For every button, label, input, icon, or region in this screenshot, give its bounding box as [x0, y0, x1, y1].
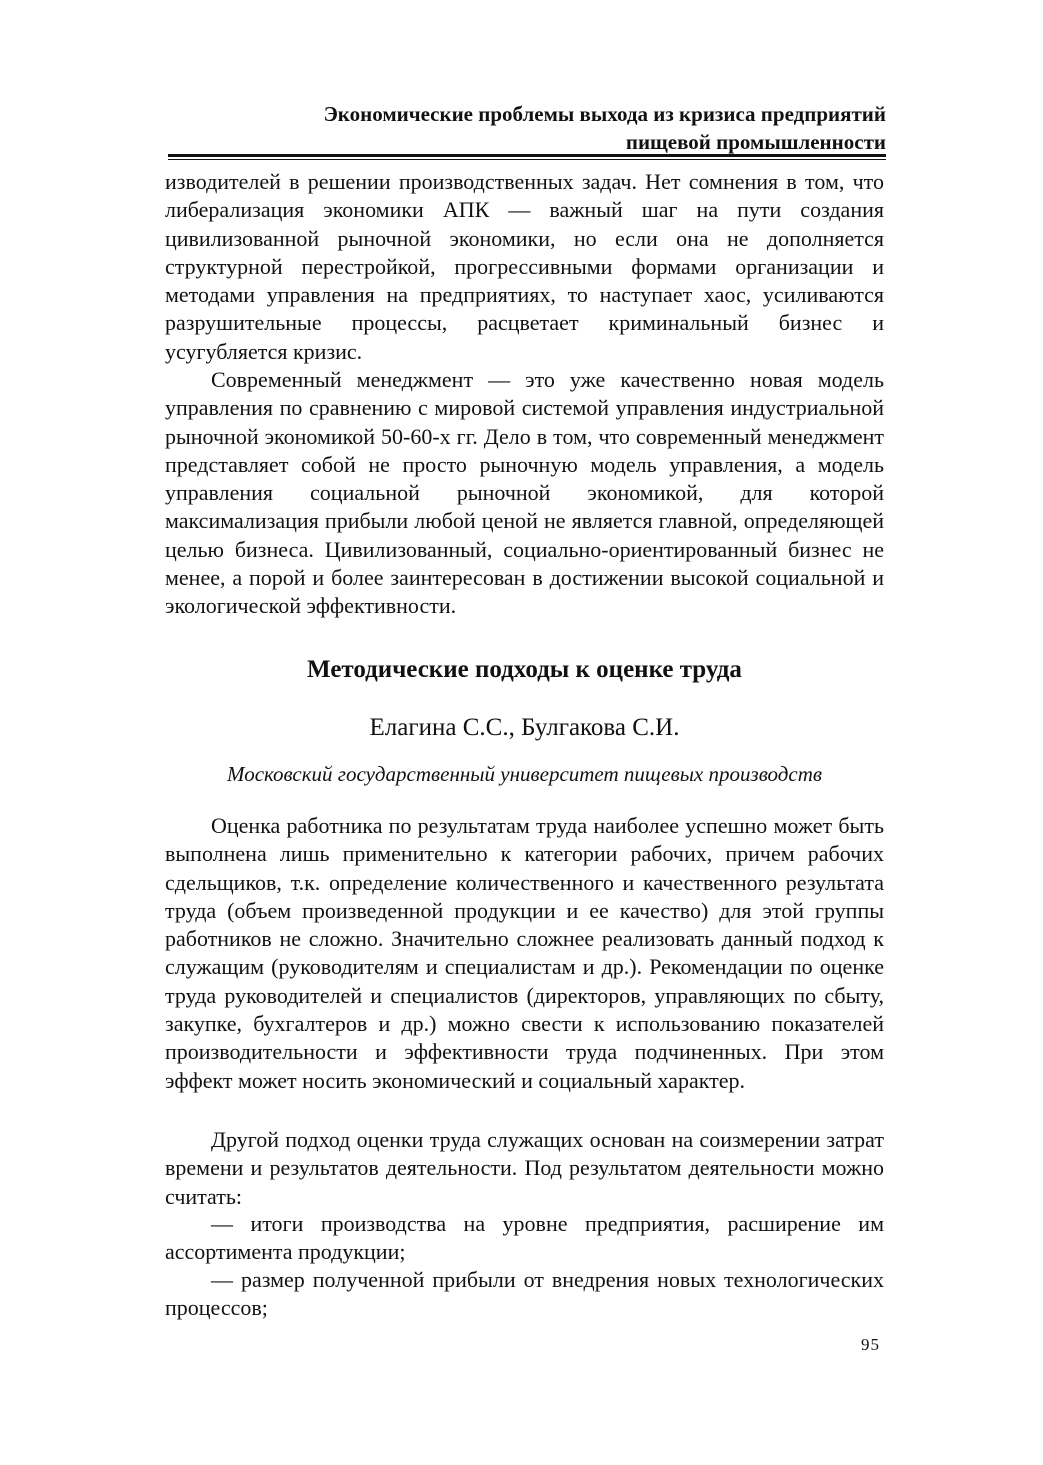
article-paragraph-2: Другой подход оценки труда служащих основан на соизмерении затрат времени и результатов деятельности. Под результатом деятельности можно считать:: [165, 1127, 884, 1209]
article-authors: Елагина С.С., Булгакова С.И.: [369, 714, 680, 741]
list-item-2: — размер полученной прибыли от внедрения новых технологических процессов;: [165, 1267, 884, 1321]
management-paragraph: Современный менеджмент — это уже качественно новая модель управления по сравнению с мировой системой управления индустриальной рыночной экономикой 50-60-х гг. Дело в том, что современный менеджмент представляет собой не просто рыночную модель управления, а модель управления социальной рыночной экономикой, для которой максимализация прибыли любой ценой не является главной, определяющей целью бизнеса. Цивилизованный, социально-ориентированный бизнес не менее, а порой и более заинтересован в достижении высокой социальной и экологической эффективности.: [165, 367, 884, 619]
management-paragraph-block: [165, 366, 884, 621]
article-affiliation: Московский государственный университет пищевых производств: [227, 762, 822, 786]
list-item-2-block: [165, 1266, 884, 1323]
list-item-1: — итоги производства на уровне предприятия, расширение им ассортимента продукции;: [165, 1211, 884, 1265]
list-item-1-block: [165, 1210, 884, 1267]
article-title: Методические подходы к оценке труда: [307, 656, 742, 683]
article-paragraph-2-block: [165, 1126, 884, 1211]
continued-paragraph: изводителей в решении производственных задач. Нет сомнения в том, что либерализация экономики АПК — важный шаг на пути создания цивилизованной рыночной экономики, но если она не дополняется структурной перестройкой, прогрессивными формами организации и методами управления на предприятиях, то наступает хаос, усиливаются разрушительные процессы, расцветает криминальный бизнес и усугубляется кризис.: [165, 169, 884, 364]
article-paragraph-1: Оценка работника по результатам труда наиболее успешно может быть выполнена лишь применительно к категории рабочих, причем рабочих сдельщиков, т.к. определение количественного и качественного результата труда (объем произведенной продукции и ее качество) для этой группы работников не сложно. Значительно сложнее реализовать данный подход к служащим (руководителям и специалистам и др.). Рекомендации по оценке труда руководителей и специалистов (директоров, управляющих по сбыту, закупке, бухгалтеров и др.) можно свести к использованию показателей производительности и эффективности труда подчиненных. При этом эффект может носить экономический и социальный характер.: [165, 813, 884, 1093]
article-paragraph-1-block: [165, 812, 884, 1095]
continued-paragraph-block: [165, 168, 884, 366]
page-number: 95: [861, 1335, 880, 1354]
header-rule-thin: [168, 159, 886, 160]
running-header-line-2: пищевой промышленности: [625, 130, 886, 154]
running-header-line-1: Экономические проблемы выхода из кризиса предприятий: [323, 102, 886, 126]
header-rule-thick: [168, 154, 886, 157]
